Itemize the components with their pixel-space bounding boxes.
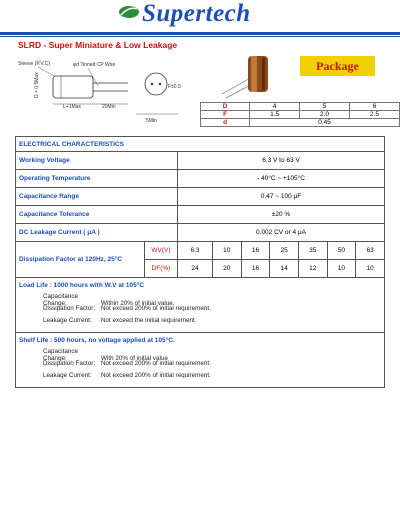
dimension-table xyxy=(200,102,400,127)
wv-cell: 10 xyxy=(212,242,241,260)
table-row xyxy=(16,278,385,333)
diameter-label: D + 0.5Max xyxy=(34,72,40,98)
table-row xyxy=(201,111,400,119)
table-row xyxy=(16,333,385,388)
df-cell: 12 xyxy=(298,260,327,278)
life-value: Not exceed the initial requirement. xyxy=(101,317,197,324)
dim-label: F xyxy=(201,111,250,119)
list-item xyxy=(43,305,381,317)
list-item xyxy=(43,360,381,372)
wv-cell: 35 xyxy=(298,242,327,260)
life-key: Dissipation Factor: xyxy=(43,305,96,312)
table-row xyxy=(16,152,385,170)
brand-name: Supertech xyxy=(142,0,251,27)
dim-value: 2.0 xyxy=(300,111,350,119)
package-badge: Package xyxy=(300,56,375,76)
spec-value: 0.002 CV or 4 μA xyxy=(178,224,385,242)
table-row xyxy=(16,224,385,242)
df-cell: 14 xyxy=(270,260,299,278)
wv-cell: 25 xyxy=(270,242,299,260)
shelf-life-title: Shelf Life : 500 hours, no voltage applied at 105°C. xyxy=(19,337,175,344)
df-cell: 16 xyxy=(241,260,270,278)
brand-logo-icon xyxy=(118,5,140,19)
wv-cell: 6.3 xyxy=(178,242,213,260)
life-key: Capacitance Change: xyxy=(43,348,79,362)
spec-value: - 40°C ~ +105°C xyxy=(178,170,385,188)
spec-label: Capacitance Range xyxy=(16,188,178,206)
table-row xyxy=(16,137,385,152)
list-item xyxy=(43,317,381,329)
wire-label: φd Tinned CP Wire xyxy=(73,62,116,68)
section-title: ELECTRICAL CHARACTERISTICS xyxy=(16,137,385,152)
spec-label: Capacitance Tolerance xyxy=(16,206,178,224)
table-row xyxy=(16,242,385,260)
dimension-drawing xyxy=(18,56,183,126)
shelf-life-section xyxy=(16,333,385,388)
dim-label: D xyxy=(201,103,250,111)
table-row xyxy=(201,119,400,127)
df-cell: 10 xyxy=(327,260,356,278)
life-key: Capacitance Change: xyxy=(43,293,79,307)
df-cell: 20 xyxy=(212,260,241,278)
spec-value: ±20 % xyxy=(178,206,385,224)
wv-cell: 50 xyxy=(327,242,356,260)
spec-value: 0.47 ~ 100 μF xyxy=(178,188,385,206)
lead-min-label: 20Min xyxy=(102,104,116,110)
wv-key: WV(V) xyxy=(145,242,178,260)
dim-value: 0.45 xyxy=(250,119,400,127)
table-row xyxy=(16,170,385,188)
life-value: With 20% of initial value xyxy=(101,355,168,362)
dim-value: 1.5 xyxy=(250,111,300,119)
df-cell: 24 xyxy=(178,260,213,278)
dim-value: 6 xyxy=(350,103,400,111)
life-key: Dissipation Factor: xyxy=(43,360,96,367)
sleeve-label: Sleeve (P.V.C) xyxy=(18,61,50,67)
table-row xyxy=(201,103,400,111)
spec-label: Operating Temperature xyxy=(16,170,178,188)
spec-value: 6.3 V to 63 V xyxy=(178,152,385,170)
wv-cell: 16 xyxy=(241,242,270,260)
list-item xyxy=(43,348,381,360)
min5-label: 5Min xyxy=(146,118,157,124)
dim-value: 2.5 xyxy=(350,111,400,119)
life-value: Not exceed 200% of initial requirement. xyxy=(101,305,211,312)
life-value: Not exceed 200% of initial requirement. xyxy=(101,372,211,379)
header-divider xyxy=(0,32,400,35)
life-key: Leakage Current: xyxy=(43,372,92,379)
df-cell: 10 xyxy=(356,260,385,278)
dim-label: d xyxy=(201,119,250,127)
electrical-characteristics-table xyxy=(15,136,385,388)
header-divider-thin xyxy=(0,36,400,37)
load-life-title: Load Life : 1000 hours with W.V at 105°C xyxy=(19,282,145,289)
life-value: Within 20% of initial value. xyxy=(101,300,175,307)
list-item xyxy=(43,372,381,384)
df-key: DF(%) xyxy=(145,260,178,278)
dim-value: 4 xyxy=(250,103,300,111)
table-row xyxy=(16,206,385,224)
wv-cell: 63 xyxy=(356,242,385,260)
spec-label: DC Leakage Current ( μA ) xyxy=(16,224,178,242)
table-row xyxy=(16,188,385,206)
capacitor-photo xyxy=(212,50,282,108)
list-item xyxy=(43,293,381,305)
dissipation-label: Dissipation Factor at 120Hz, 25°C xyxy=(16,242,145,278)
series-title: SLRD - Super Miniature & Low Leakage xyxy=(18,40,178,50)
length-label: L+1Max xyxy=(63,104,81,110)
load-life-section xyxy=(16,278,385,333)
life-value: Not exceed 200% of initial requirement. xyxy=(101,360,211,367)
life-key: Leakage Current: xyxy=(43,317,92,324)
pitch-label: F±0.5 xyxy=(168,84,181,90)
spec-label: Working Voltage xyxy=(16,152,178,170)
dim-value: 5 xyxy=(300,103,350,111)
